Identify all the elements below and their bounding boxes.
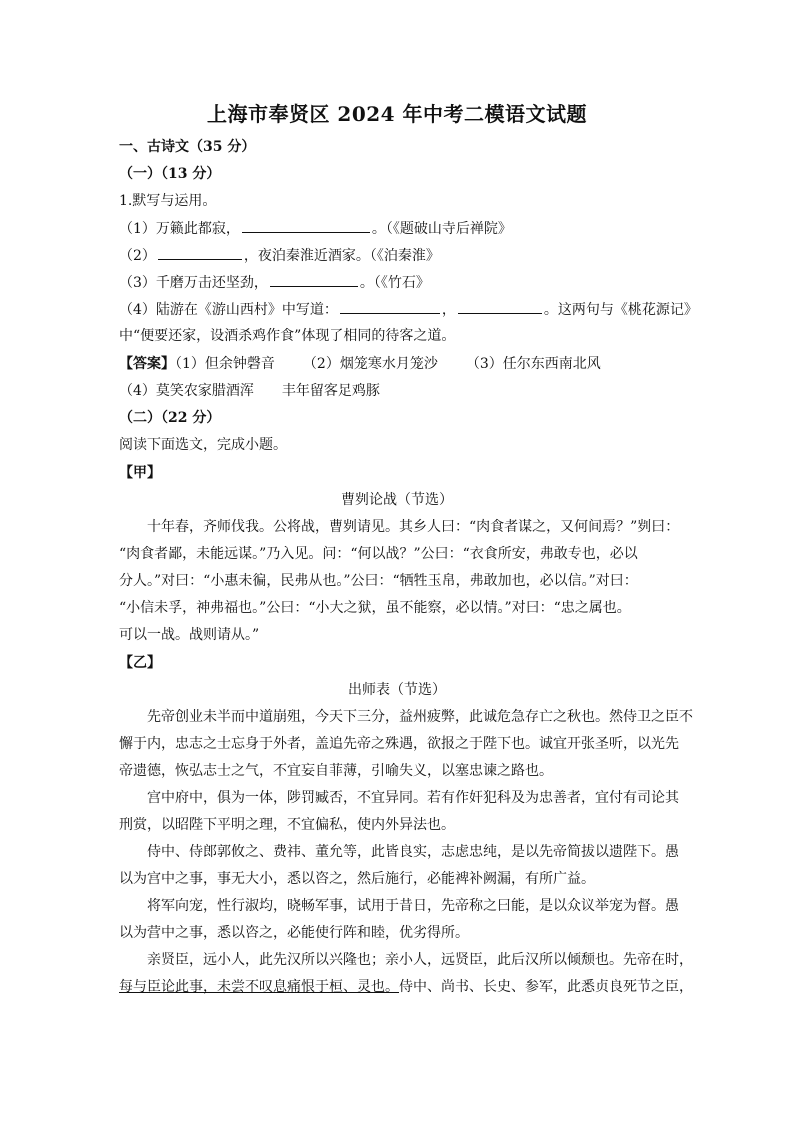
item-3: （3）千磨万击还坚劲， 。（《竹石》 <box>119 272 689 293</box>
passage-b-line: 以为营中之事，悉以咨之，必能使行阵和睦，优劣得所。 <box>119 925 469 941</box>
item-1: （1）万籁此都寂， 。（《题破山寺后禅院》 <box>119 218 689 239</box>
passage-a-line: 可以一战。战则请从。” <box>119 627 260 643</box>
passage-b-label: 【乙】 <box>119 655 161 671</box>
passage-b-line: 以为宫中之事，事无大小，悉以咨之，然后施行，必能裨补阙漏，有所广益。 <box>119 871 595 887</box>
passage-b-line: 先帝创业未半而中道崩殂，今天下三分，益州疲弊，此诚危急存亡之秋也。然侍卫之臣不 <box>147 709 693 725</box>
section-heading: 一、古诗文（35 分） <box>119 139 256 155</box>
passage-a-line: 分人。”对曰：“小惠未徧，民弗从也。”公曰：“牺牲玉帛，弗敢加也，必以信。”对曰： <box>119 573 638 589</box>
instruction: 阅读下面选文，完成小题。 <box>119 437 287 453</box>
underlined-sentence: 每与臣论此事，未尝不叹息痛恨于桓、灵也。 <box>119 979 399 995</box>
passage-b-line: 懈于内，忠志之士忘身于外者，盖追先帝之殊遇，欲报之于陛下也。诚宜开张圣听，以光先 <box>119 736 679 752</box>
passage-b-line: 侍中、侍郎郭攸之、费祎、董允等，此皆良实，志虑忠纯，是以先帝简拔以遗陛下。愚 <box>147 844 679 860</box>
page-title: 上海市奉贤区 2024 年中考二模语文试题 <box>206 102 588 126</box>
answer-blank[interactable] <box>242 218 370 233</box>
item-4: （4）陆游在《游山西村》中写道： ， 。这两句与《桃花源记》 <box>119 299 689 320</box>
answer-blank[interactable] <box>458 299 542 314</box>
passage-a-line: “肉食者鄙，未能远谋。”乃入见。问：“何以战？”公曰：“衣食所安，弗敢专也，必以 <box>119 546 638 562</box>
part-heading-2: （二）（22 分） <box>119 410 221 426</box>
passage-b-title: 出师表（节选） <box>348 682 446 698</box>
item-2: （2） ，夜泊秦淮近酒家。（《泊秦淮》 <box>119 245 689 266</box>
passage-b-line: 帝遗德，恢弘志士之气，不宜妄自菲薄，引喻失义，以塞忠谏之路也。 <box>119 763 553 779</box>
passage-b-line: 宫中府中，俱为一体，陟罚臧否，不宜异同。若有作奸犯科及为忠善者，宜付有司论其 <box>147 790 679 806</box>
item-4-line-2: 中“便要还家，设酒杀鸡作食”体现了相同的待客之道。 <box>119 328 456 344</box>
passage-a-title: 曹刿论战（节选） <box>341 492 453 508</box>
passage-b-line: 将军向宠，性行淑均，晓畅军事，试用于昔日，先帝称之曰能，是以众议举宠为督。愚 <box>147 898 679 914</box>
passage-b-line: 亲贤臣，远小人，此先汉所以兴隆也；亲小人，远贤臣，此后汉所以倾颓也。先帝在时， <box>147 952 693 968</box>
passage-a-line: 十年春，齐师伐我。公将战，曹刿请见。其乡人曰：“肉食者谋之，又何间焉？”刿曰： <box>147 519 680 535</box>
answer-blank[interactable] <box>340 299 440 314</box>
part-heading-1: （一）（13 分） <box>119 166 221 182</box>
passage-b-line: 每与臣论此事，未尝不叹息痛恨于桓、灵也。侍中、尚书、长史、参军，此悉贞良死节之臣， <box>119 979 693 995</box>
passage-a-label: 【甲】 <box>119 465 161 481</box>
passage-b-line: 刑赏，以昭陛下平明之理，不宜偏私，使内外异法也。 <box>119 817 455 833</box>
question-1: 1.默写与运用。 <box>119 193 217 209</box>
answer-blank[interactable] <box>158 245 242 260</box>
answer-blank[interactable] <box>270 272 358 287</box>
answer-line-2: （4）莫笑农家腊酒浑 丰年留客足鸡豚 <box>119 383 380 399</box>
passage-a-line: “小信未孚，神弗福也。”公曰：“小大之狱，虽不能察，必以情。”对曰：“忠之属也。 <box>119 600 631 616</box>
answer-line-1: 【答案】（1）但余钟磬音 （2）烟笼寒水月笼沙 （3）任尔东西南北风 <box>119 356 601 372</box>
